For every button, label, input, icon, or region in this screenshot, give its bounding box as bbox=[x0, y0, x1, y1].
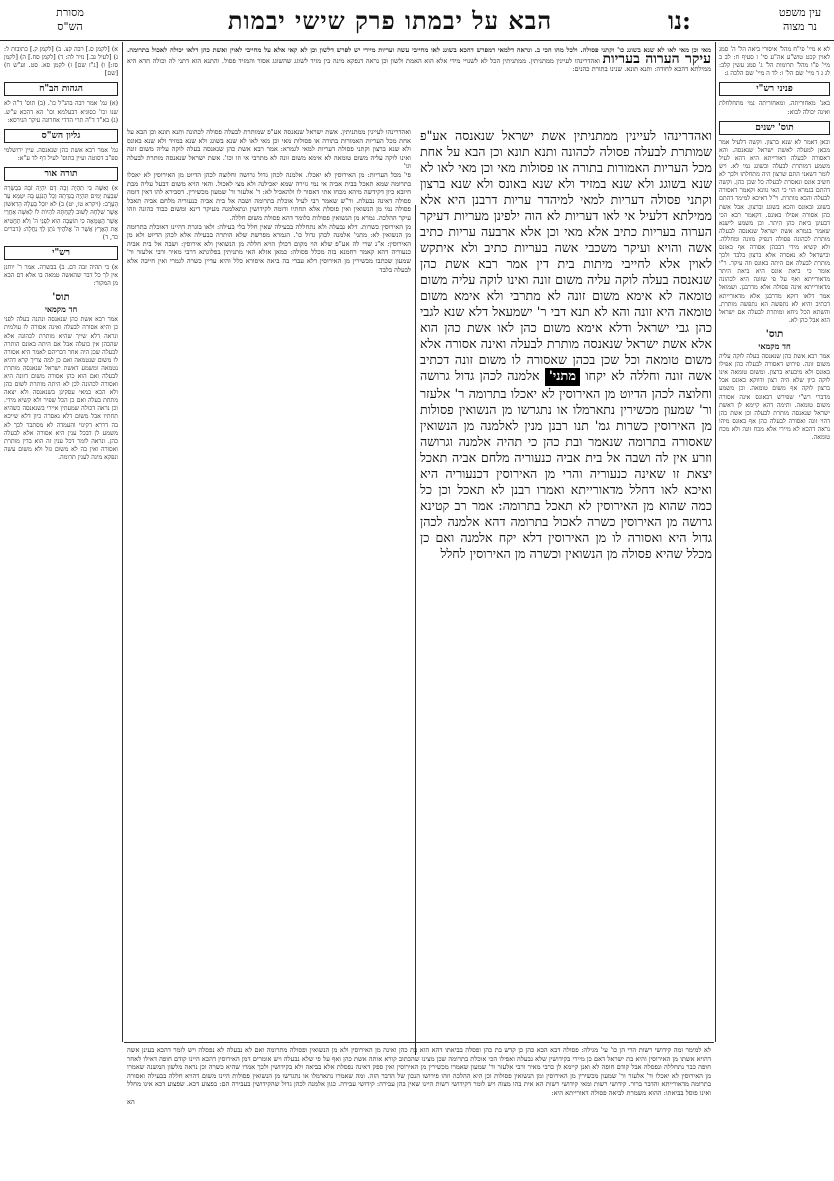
center-left-commentary bbox=[127, 128, 411, 1038]
center-top-left-text: ואהדרינהו לעיינין ממתניתין. ממתניתין הכל לא לשנויי מידי אלא הוא האמת ולשון וכן נראה דנפקא מינה בין מזיד לשוגג שהשוגג אסור והמזיד פסול. והתנא הוא דתני לה וכולה חדא היא ממילתא דהכא לחודה: ותנא תונא. שנינו בתורת כהנים: bbox=[127, 56, 711, 74]
bottom-notes-text: לא למימר ומה קידושי רשות הרי הן כו' עי' מגילה: פסולה דבא הכא כהן כן קדש בת כהן ופסלה בביאתו דהא הוא בת כהן ואינה מן האירוסין ולא מן הנשואין ופסולה מתרומה ואם לא נבעלה לא נפסלה ויש לומר דהכא בעינן אשה דהויא אשתו מן האירוסין והיא בת ישראל דאם כן מיירי בקידושין שלא נבעלה ואפילו הכי אוכלת בתרומה שכן מצינו שהכתוב קורא אותה אשת כהן ואף על פי שלא נבעלה ויש אומרים דמן האירוסין דהכא היינו קודם חופה דאילו לאחר חופה כבר נתחללה ונפסלה אבל קודם חופה לא ואנן קיימא לן כרבי מאיר ורבי אלעזר ור' שמעון שאמרו מכשירין מן האירוסין ואין ספק דאינה נפסלת אלא בביאה ולא בקידושין ולכך אמרו שהיא כשרה וכן נראה מלשון המשנה שאמרו מן האירוסין לא יאכלו ור' אלעזר ור' שמעון מכשירין מן האירוסין ומן הנשואין פסולות וכן היא ההלכה וזהו פירושו הנכון של הדבר הזה. ומה שאמרו נתארמלו או נתגרשו מן הנשואין פסולות היינו משום דהויא חללה בבעילה ואסורה בתרומה מדאורייתא והדבר ברור. קידושי רשות ומאי קידושי רשות הא אית בהו מצוה ויש לומר דקידושי רשות היינו שאין בהן עבירה: קידושי עבירה. כגון אלמנה לכהן גדול שהקידושין בעבירה הם: בפצוע דכא. שפצוע דכא אינו מחלל ואינו פוסל בביאתו: ההוא משמרת לביאה פסולה דאורייתא היא: bbox=[127, 1046, 711, 1097]
masoret-heading: מסורת הש"ס bbox=[56, 6, 84, 33]
divider-center bbox=[415, 205, 416, 1055]
center-left-text-2: מן האירוסין כשרות. דלא נבעלה ולא נתחללה בבעילה שאין חלל בלי בעילה: ולאו בוגרת דהיינו דאוכלת בתרומה מן הנשואין לא: מתני' אלמנה לכהן גדול כו'. הגמרא מפרשת שלא הותרה בבעילה אלא לכהן הדיוט ולא מן האירוסין: א"נ שרי לה אע"פ שלא הוי מקום דכולן הויא חללה מן הנשואין ולא אירוסין: ושבה אל בית אביה כנעוריה דהא קאמר רחמנא בזה מכלל פסולה: כמאן אזלא האי מתניתין בפלוגתא דרבי מאיר ורבי אלעזר ור' שמעון שכתבו מכשירין מן האירוסין דלא עבדי בה ביאה איסורא כלל והיא עדיין כשרה לגמרי ואין חייבה אלא לבעלה בלבד bbox=[127, 222, 411, 274]
hagahot-label: הגהות הב"ח bbox=[4, 82, 118, 96]
right-margin bbox=[719, 46, 830, 1176]
page-header bbox=[0, 0, 834, 41]
center-top-heading: עיקר הערוה בעריות bbox=[602, 50, 711, 67]
center-top-commentary bbox=[127, 46, 711, 126]
page-title: הבא על יבמתו פרק שישי יבמות bbox=[227, 6, 553, 35]
divider-bottom bbox=[124, 1042, 714, 1043]
tosfot-bottom-label: תוס' bbox=[765, 328, 784, 340]
ein-mishpat-text: לא א מיי' פי"ח מהל' איסורי ביאה הל' ה' סמג לאוין קכט טוש"ע אה"ע סי' ו סעיף ח: לב ב מיי' פ"ו מהל' תרומות הל' ג' סמג עשין קלב: לג ג ד מיי' שם הל' ו: לד ה מיי' שם הלכה ג: bbox=[719, 46, 830, 78]
rashi-pearls-label: פניני רש"י bbox=[719, 82, 830, 96]
divider-right bbox=[715, 42, 716, 1042]
mishna-text: אלמנה לכהן גדול גרושה וחלוצה לכהן הדיוט מן האירוסין לא יאכלו בתרומה ר' אלעזר ור' שמעון מכשירין נתארמלו או נתגרשו מן הנשואין פסולות מן האירוסין כשרות bbox=[420, 368, 712, 433]
tosfot-bottom-text: אמר רבא אשת כהן שנאנסה בעלה לוקה עליה משום זונה. פירוש דאסורה לבעלה כהן אפילו באונס ולא מיבעיא ברצון. ומשום טומאה אינו לוקה כיון שלא היה רצון ודווקא באונס אבל ברצון לוקה אף משום טומאה. וכן משמע מדברי רש"י שפירש דבאונס אינה אסורה משום טומאה. ותימה דהא קיימא לן דאשת ישראל שנאנסה מותרת לבעלה וכן אשת כהן דהוי זונה ואסורה לבעלה כהן אף באונס מיהו נראה דהכא לא מיירי אלא מכח זונה ולא מכח טומאה. bbox=[719, 353, 830, 442]
gilyon-text: גמ' אמר רבא אשת כהן שנאנסה. עיין ירושלמי ספ"ב דסוטה ועיין בתוס' לעיל דף לד ע"א: bbox=[4, 146, 118, 162]
gemara-text-4: גמ' תנו רבנן מנין לאלמנה מן הנשואין שאסורה בתרומה שנאמר ובת כהן כי תהיה אלמנה וגרושה וזרע אין לה ושבה אל בית אביה כנעוריה מלחם אביה תאכל יצאת זו שאינה כנעוריה והרי מן האירוסין דכנעוריה היא ואיכא לאו דחלל מדאורייתא ואמרו רבנן לא תאכל וכן כל כמה שהוא מן האירוסין לא תאכל בתרומה: אמר רב קטינא גרושה מן האירוסין כשרה לאכול בתרומה דהא אלמנה לכהן גדול היא ואסורה לו מן האירוסין דלא יקח אלמנה ואם כן מכלל שהיא פסולה מן הנשואין וכשרה מן האירוסין לחלל bbox=[420, 418, 712, 561]
divider-left bbox=[122, 42, 123, 1042]
masoret-notes: א) [לקמן ס.] רבה קצ. ב) [לקמן ק.] כתובות ל: ג) [לעיל נב.] נזיר לה: ד) [לקמן סח.] ה) [לקמן סז:] ו) [ג"ז שם] ז) לקמן סא. סט. וע"ש ח) [שם] bbox=[4, 46, 118, 78]
mishna-marker: מתני' bbox=[545, 368, 580, 386]
tosfot-yeshanim-label: תוס' ישנים bbox=[719, 121, 830, 135]
center-left-paragraph: ואהדרינהו לעיינין ממתניתין. אשת ישראל שנאנסה אע"פ שמותרת לבעלה פסולה לכהונה ותנא תונא וכן הבא על אחת מכל העריות האמורות בתורה או פסולות מאי וכן מאי לאו לא שנא בשוגג ולא שנא במזיד ולא שנא באונס ולא שנא ברצון וקתני פסולה דעריות למאי לגמרא: אמר רבא אשת כהן שנאנסה בעלה לוקה עליה משום זונה ואינו לוקה עליה משום טומאה לא אימא משום זונה לא מתרבי אי וזו וכו'. אשת ישראל שנאנסה מותרת לבעלה וגו' bbox=[127, 128, 411, 171]
rashi-pearls-text: באנ' מאחוריתה. ומאחוריתה נמי מתחלחלת ואינה יכולה לבוא: bbox=[719, 100, 830, 116]
ein-mishpat-heading: עין משפט נר מצוה bbox=[778, 6, 822, 33]
rashi-margin-label: רש"י bbox=[4, 246, 118, 260]
tosfot-yeshanim-text: וכאן דאמר לא שנא ברצון. וקשה דלעיל אמר מכאן למעלה לאשת ישראל שנאנסה. והא דאסורה לבעלה דאורייתא היא דהא לעיל משמע דמותרת לבעלה ובשוגג נמי לא. ויש לומר דשאני התם שרצון היה מתחלתו ולכך לא חשיב אונס ונאסרת לבעלה כל שכן כהן. וקשה דהתם בגמרא הוי כי האי גוונא וקאמר דאסורה לבעלה והכא מותרת. וי"ל דאיכא למימר דהתם בשוגג ובאונס והכא בשוגג וברצון. אבל אשת כהן אסורה אפילו באונס. דקאמר רבא הכי דבעינן ביאת כהן היתר. וכן משמע לישנא שאמר בגמרא אשת ישראל שנאנסה לבעלה מותרת לכהונה פסולה דנפיק מזונה ומחללה. ולא קשיא מידי דבכהן אסורה אף באונס ובישראל לא נאסרה אלא ברצון בלבד ולכך מותרת לבעלה אם היתה באונס וזה עיקר. ר"י אומר כי ביאת אונס היא ביאת היתר מדאורייתא ואף על פי שזונה היא לכהונה מדאורייתא אינה פסולה אלא מדרבנן. ושמואל אמר דלאו דוקא מדרבנן אלא מדאורייתא דכתיב והיא לא נתפשה הא נתפשה מותרת. והשתא הכל ניחא ומותרת לבעלה אם ישראל הוא אבל כהן לא. bbox=[719, 138, 830, 324]
tosfot-margin-sub: חד מקמאי bbox=[44, 304, 78, 315]
torah-or-label: תורה אור bbox=[4, 167, 118, 181]
page-number: נו: bbox=[668, 6, 691, 35]
left-margin bbox=[4, 46, 118, 1176]
gemara-text-2: אמר רבא אשת כהן שנאנסה בעלה לוקה עליה משום זונה ואינו לוקה עליה משום טומאה לא אימא משום זונה לא מתרבי ולא אימא משום טומאה היא זונה והא לא תנא דבי ר' ישמעאל דלא שנא לגבי כהן גבי ישראל ודלא אימא משום כהן לאו אשת כהן הוא אלא אשת ישראל שנאנסה מותרת לבעלה ואינה אסורה אלא משום טומאה וכל שכן בכהן שאסורה לו משום זונה דכתיב אשה זונה וחללה לא יקחו bbox=[420, 256, 712, 383]
bottom-notes bbox=[127, 1046, 711, 1166]
center-left-text-1: פי' מכל העריות: מן האירוסין לא יאכלו. אלמנה לכהן גדול גרושה וחלוצה לכהן הדיוט מן האירוסין לא יאכלו בתרומה שמא תאכל בבית אביה אי נמי גזירה שמא יאכילנה ולא מצי לאכול. והאי הויא משום דבעל עליה מבת חיובא כיון דקידשה מיהא מכחו אתי דאסור לו ולהאכיל לא: ר' אלעזר ור' שמעון מכשירין. דסבירא להו דאין דומה פסולה דאינה נבעלת. ור"ש שאמר רבי לעיל אוכלת בתרומה ושבה אל בית אביה כנעוריה מלחם אביה תאכל פסולה נמי מן הנשואין ואין פוסלת אלא תחתיו ודומה לקידושין ונתאלמנה מעיקר דינא ומשום כבוד כהונה וזהו עיקר ההלכה. גמרא מן הנשואין פסולות כלומר דהא פסולה משום חללה. bbox=[127, 170, 411, 222]
tosfot-margin-label: תוס' bbox=[52, 292, 70, 304]
hagahot-text: (א) גמ' אמר רבה בהנ"ל כו'. (ב) תוס' ד"ה לא שנו וכו' כסוגיא דבעלמא וכו' הא דהכא ע"ש. (ג) בא"ד ד"ה תרי הדדי אחרונה עיקר הגירסא: bbox=[4, 100, 118, 124]
gilyon-label: גליון הש"ס bbox=[4, 129, 118, 143]
torah-or-text: א) וְאִשָּׁה כִּי תִהְיֶה זָבָה דָּם יִהְיֶה זֹבָהּ בִּבְשָׂרָהּ שִׁבְעַת יָמִים תִּהְיֶה בְנִדָּתָהּ וְכָל הַנֹּגֵעַ בָּהּ יִטְמָא עַד הָעָרֶב: (ויקרא טו, יט) ב) לֹא יוּכַל בַּעְלָהּ הָרִאשׁוֹן אֲשֶׁר שִׁלְּחָהּ לָשׁוּב לְקַחְתָּהּ לִהְיוֹת לוֹ לְאִשָּׁה אַחֲרֵי אֲשֶׁר הֻטַּמָּאָה כִּי תוֹעֵבָה הִוא לִפְנֵי ה' וְלֹא תַחֲטִיא אֶת הָאָרֶץ אֲשֶׁר ה' אֱלֹהֶיךָ נֹתֵן לְךָ נַחֲלָה: (דברים כד, ד) bbox=[4, 185, 118, 241]
gemara-main-column bbox=[420, 128, 712, 1038]
tosfot-margin-text: אמר רבא אשת כהן שנאנסה ונתנה בעלה לפני כן והיא אסורה לבעלה ואינה אסורה לו עולמית ונראה דלא שייך שהיא מותרת לכהונה אלא שהכהן אין בועלה אבל אם היתה באונס הותרה לבעלה שכן היה אחר דבריהם לאמר היא אסורה לו משום שנטמאה ואם כן למה צריך קרא דהיא נטמאה ומשמע דאשת ישראל שנאנסה מותרת לבעלה ואם הוא כהן אסורה משום דזונה היא ואסורה לכהונה לכן לא היתה מותרת לשום כהן ולא הכא במאי עסקינן בשנאנסה ולא יצאה מתחת בעלה ואם כן הכל שפיר ולא קשיא מידי. וכן נראה דכולה שמעתין איירי בשנאנסה כשהיא תחתיו אבל משום דלא נאסרה כיון דלא שייכא בה דררא דקינוי והעמדה לא מסתבר לכך לא משמע לן דבכל ענין היא אסורה אלא לבעלה כהן. ונראה לומר דכל ענין זה הוא בדין מותרת ואסורה ואין בה לא משום גזל ולא משום עשה ונפקא מינה לענין תרומה. bbox=[4, 316, 118, 461]
center-top-lead: מאי וכן מאי לאו לא שנא בשוגג כו' וקתני פסולה. ולכל מהו הכי ב. ונראה דלמאי דמפרש דהכא בשוגג לאו מחייבי עשה ועריות מיירי יש לפרש דלשון וכן לא קאי אלא על מחייבי לאוין ואשת כהן דלאו יכולה לאכול בתרומה. bbox=[127, 46, 711, 54]
gemara-text-1: ואהדרינהו לעיינין ממתניתין אשת ישראל שנאנסה אע"פ שמותרת לבעלה פסולה לכהונה ותנא תונא וכן הבא על אחת מכל העריות האמורות בתורה או פסולות מאי וכן מאי לאו לא שנא בשוגג ולא שנא במזיד ולא שנא באונס ולא שנא ברצון וקתני פסולה דעריות למאי למיהדר עריות דרבנן היא אלא ממילתא דלעיל אי לאו דעריות לא הוה ילפינן מעריות דעיקר הערוה בעריות כתיב אלא מאי וכן אלא ארבעה עריות כתיב אשה והויא ועיקר משכבי אשה בעריות כתיב ולא איתקש לאוין אלא לחייבי מיתות בית דין bbox=[420, 128, 712, 271]
continuation-word: הא bbox=[127, 1097, 135, 1106]
rashi-margin-text: א) כי תהיה זבה דם. ב) בבשרה. אמר ר' יוחנן אין לך כל דבר שהאשה טמאה בו אלא דם הבא מן המקור: bbox=[4, 263, 118, 288]
tosfot-bottom-sub: חד מקמאי bbox=[758, 341, 791, 351]
